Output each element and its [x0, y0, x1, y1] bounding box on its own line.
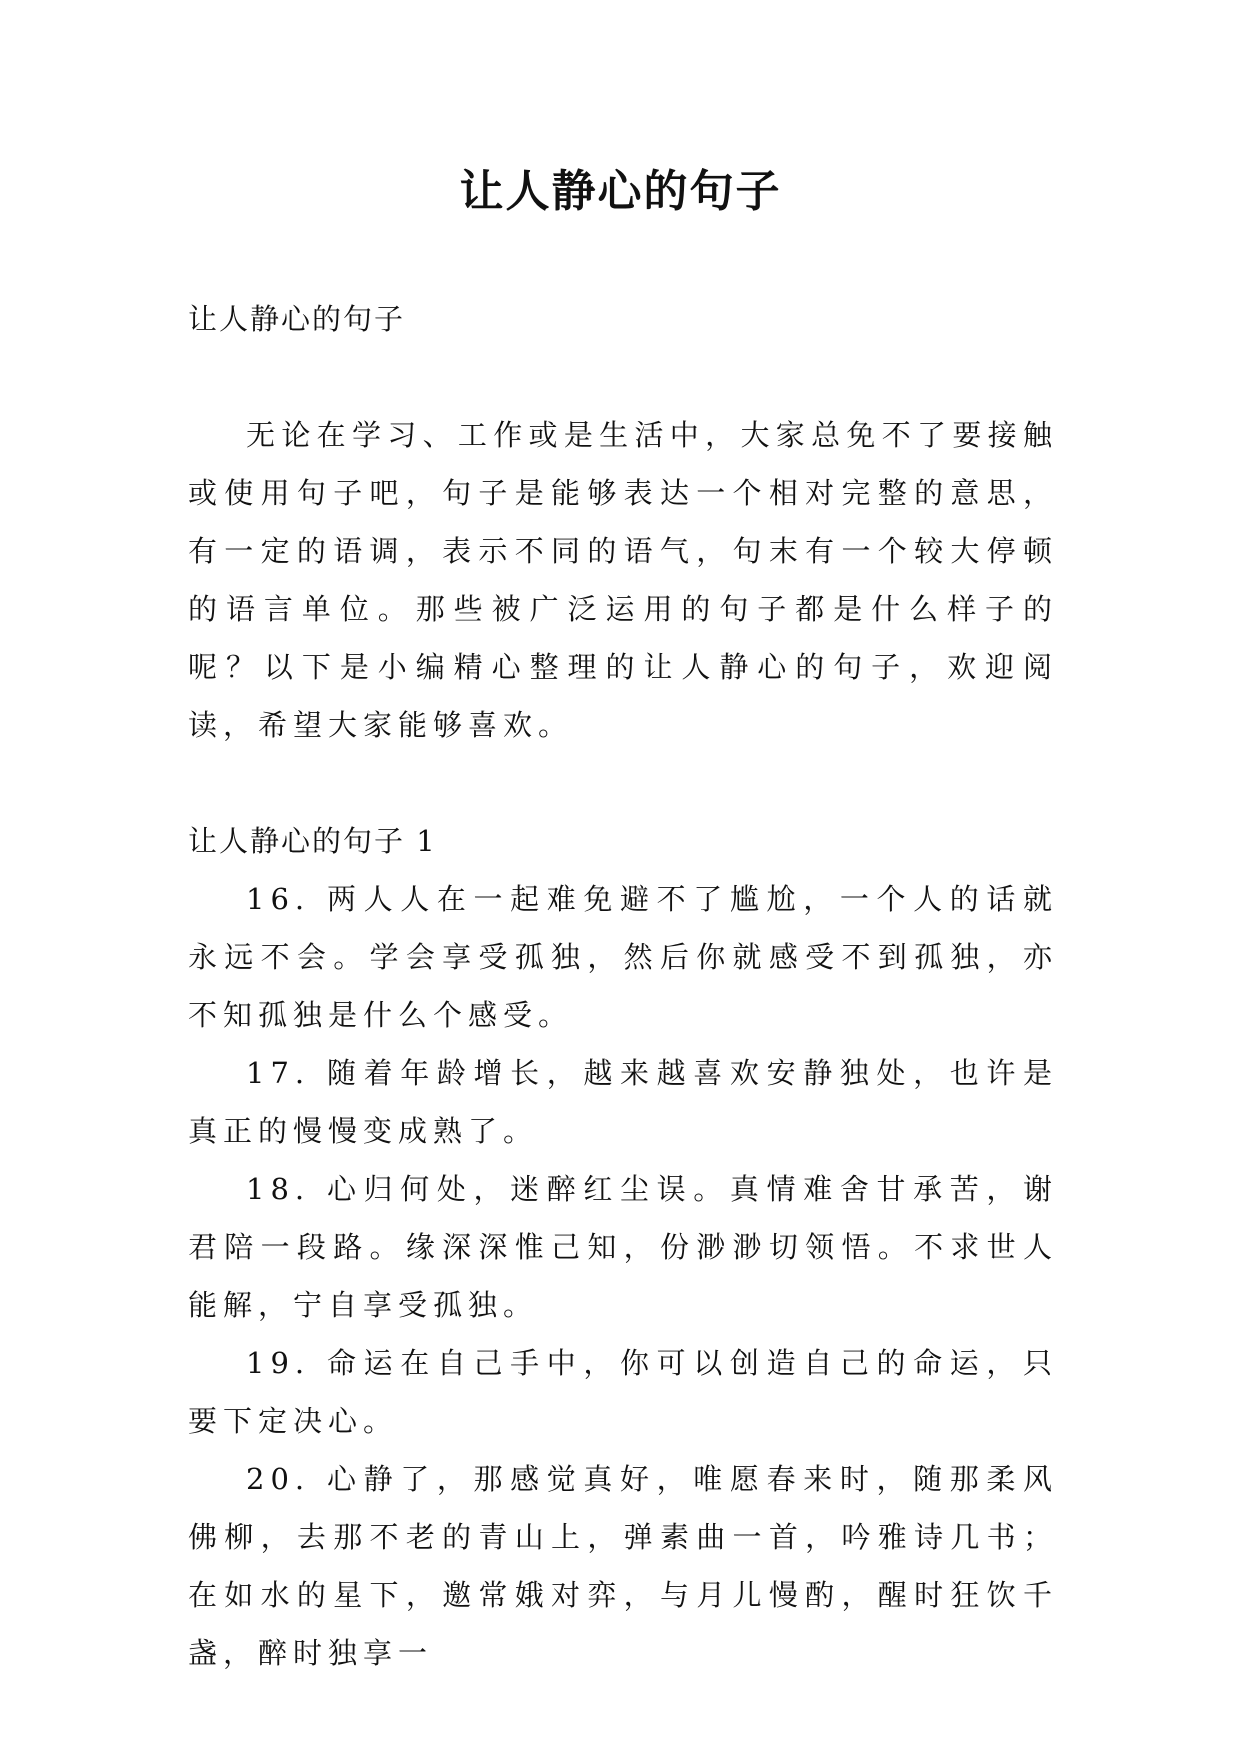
list-item: 19. 命运在自己手中，你可以创造自己的命运，只要下定决心。 — [188, 1346, 1058, 1438]
list-item: 20. 心静了，那感觉真好，唯愿春来时，随那柔风佛柳，去那不老的青山上，弹素曲一首，吟雅诗几书；在如水的星下，邀常娥对弈，与月儿慢酌，醒时狂饮千盏，醉时独享一 — [188, 1462, 1058, 1670]
list-item: 18. 心归何处，迷醉红尘误。真情难舍甘承苦，谢君陪一段路。缘深深惟己知，份渺渺切领悟。不求世人能解，宁自享受孤独。 — [188, 1172, 1058, 1322]
document-subtitle: 让人静心的句子 — [188, 302, 406, 336]
document-body — [188, 290, 1058, 1682]
list-item: 16. 两人人在一起难免避不了尴尬，一个人的话就永远不会。学会享受孤独，然后你就感受不到孤独，亦不知孤独是什么个感受。 — [188, 882, 1058, 1032]
page-title: 让人静心的句子 — [459, 166, 782, 217]
intro-paragraph: 无论在学习、工作或是生活中，大家总免不了要接触或使用句子吧，句子是能够表达一个相对完整的意思，有一定的语调，表示不同的语气，句末有一个较大停顿的语言单位。那些被广泛运用的句子都是什么样子的呢？以下是小编精心整理的让人静心的句子，欢迎阅读，希望大家能够喜欢。 — [188, 418, 1058, 742]
section-heading: 让人静心的句子 1 — [188, 824, 437, 858]
list-item: 17. 随着年龄增长，越来越喜欢安静独处，也许是真正的慢慢变成熟了。 — [188, 1056, 1058, 1148]
